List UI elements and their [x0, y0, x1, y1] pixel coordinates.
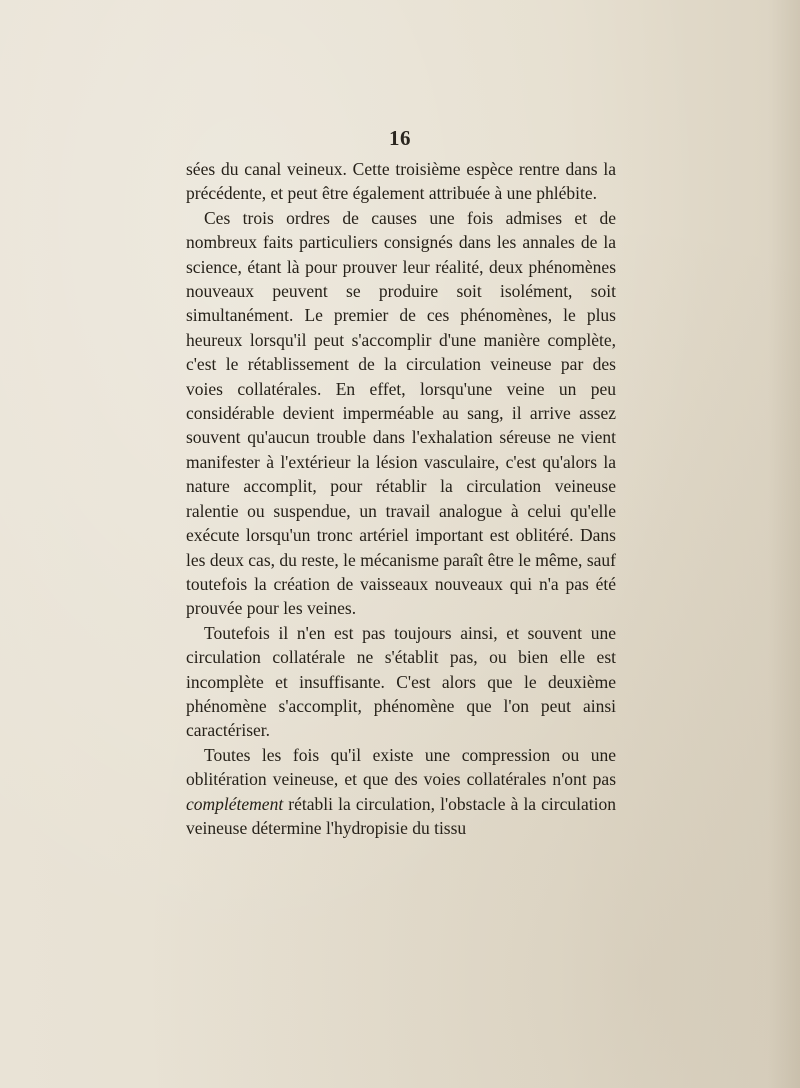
paragraph-4-start: Toutes les fois qu'il existe une compression ou une oblitération veineuse, et que des voies collatérales n'ont pas [186, 744, 616, 790]
paragraph-2: Ces trois ordres de causes une fois admises et de nombreux faits particuliers consignés dans les annales de la science, étant là pour prouver leur réalité, deux phénomènes nouveaux peuvent se produire soit isolément, soit simultanément. Le premier de ces phénomènes, le plus heureux lorsqu'il peut s'accomplir d'une manière complète, c'est le rétablissement de la circulation veineuse par des voies collatérales. En effet, lorsqu'une veine un peu considérable devient imperméable au sang, il arrive assez souvent qu'aucun trouble dans l'exhalation séreuse ne vient manifester à l'extérieur la lésion vasculaire, c'est qu'alors la nature accomplit, pour rétablir la circulation veineuse ralentie ou suspendue, un travail analogue à celui qu'elle exécute lorsqu'un tronc artériel important est oblitéré. Dans les deux cas, du reste, le mécanisme paraît être le même, sauf toutefois la création de vaisseaux nouveaux qui n'a pas été prouvée pour les veines. [186, 207, 616, 619]
paragraph-3: Toutefois il n'en est pas toujours ainsi, et souvent une circulation collatérale ne s'établit pas, ou bien elle est incomplète et insuffisante. C'est alors que le deuxième phénomène s'accomplit, phénomène que l'on peut ainsi caractériser. [186, 622, 616, 741]
body-text [186, 157, 616, 840]
page-number: 16 [389, 126, 411, 150]
paragraph-1: sées du canal veineux. Cette troisième espèce rentre dans la précédente, et peut être également attribuée à une phlébite. [186, 159, 616, 204]
italic-word: complétement [186, 793, 284, 814]
paragraph-4 [186, 743, 616, 841]
paragraph-4-end: rétabli la circulation, l'obstacle à la circulation veineuse détermine l'hydropisie du tissu [186, 793, 616, 838]
